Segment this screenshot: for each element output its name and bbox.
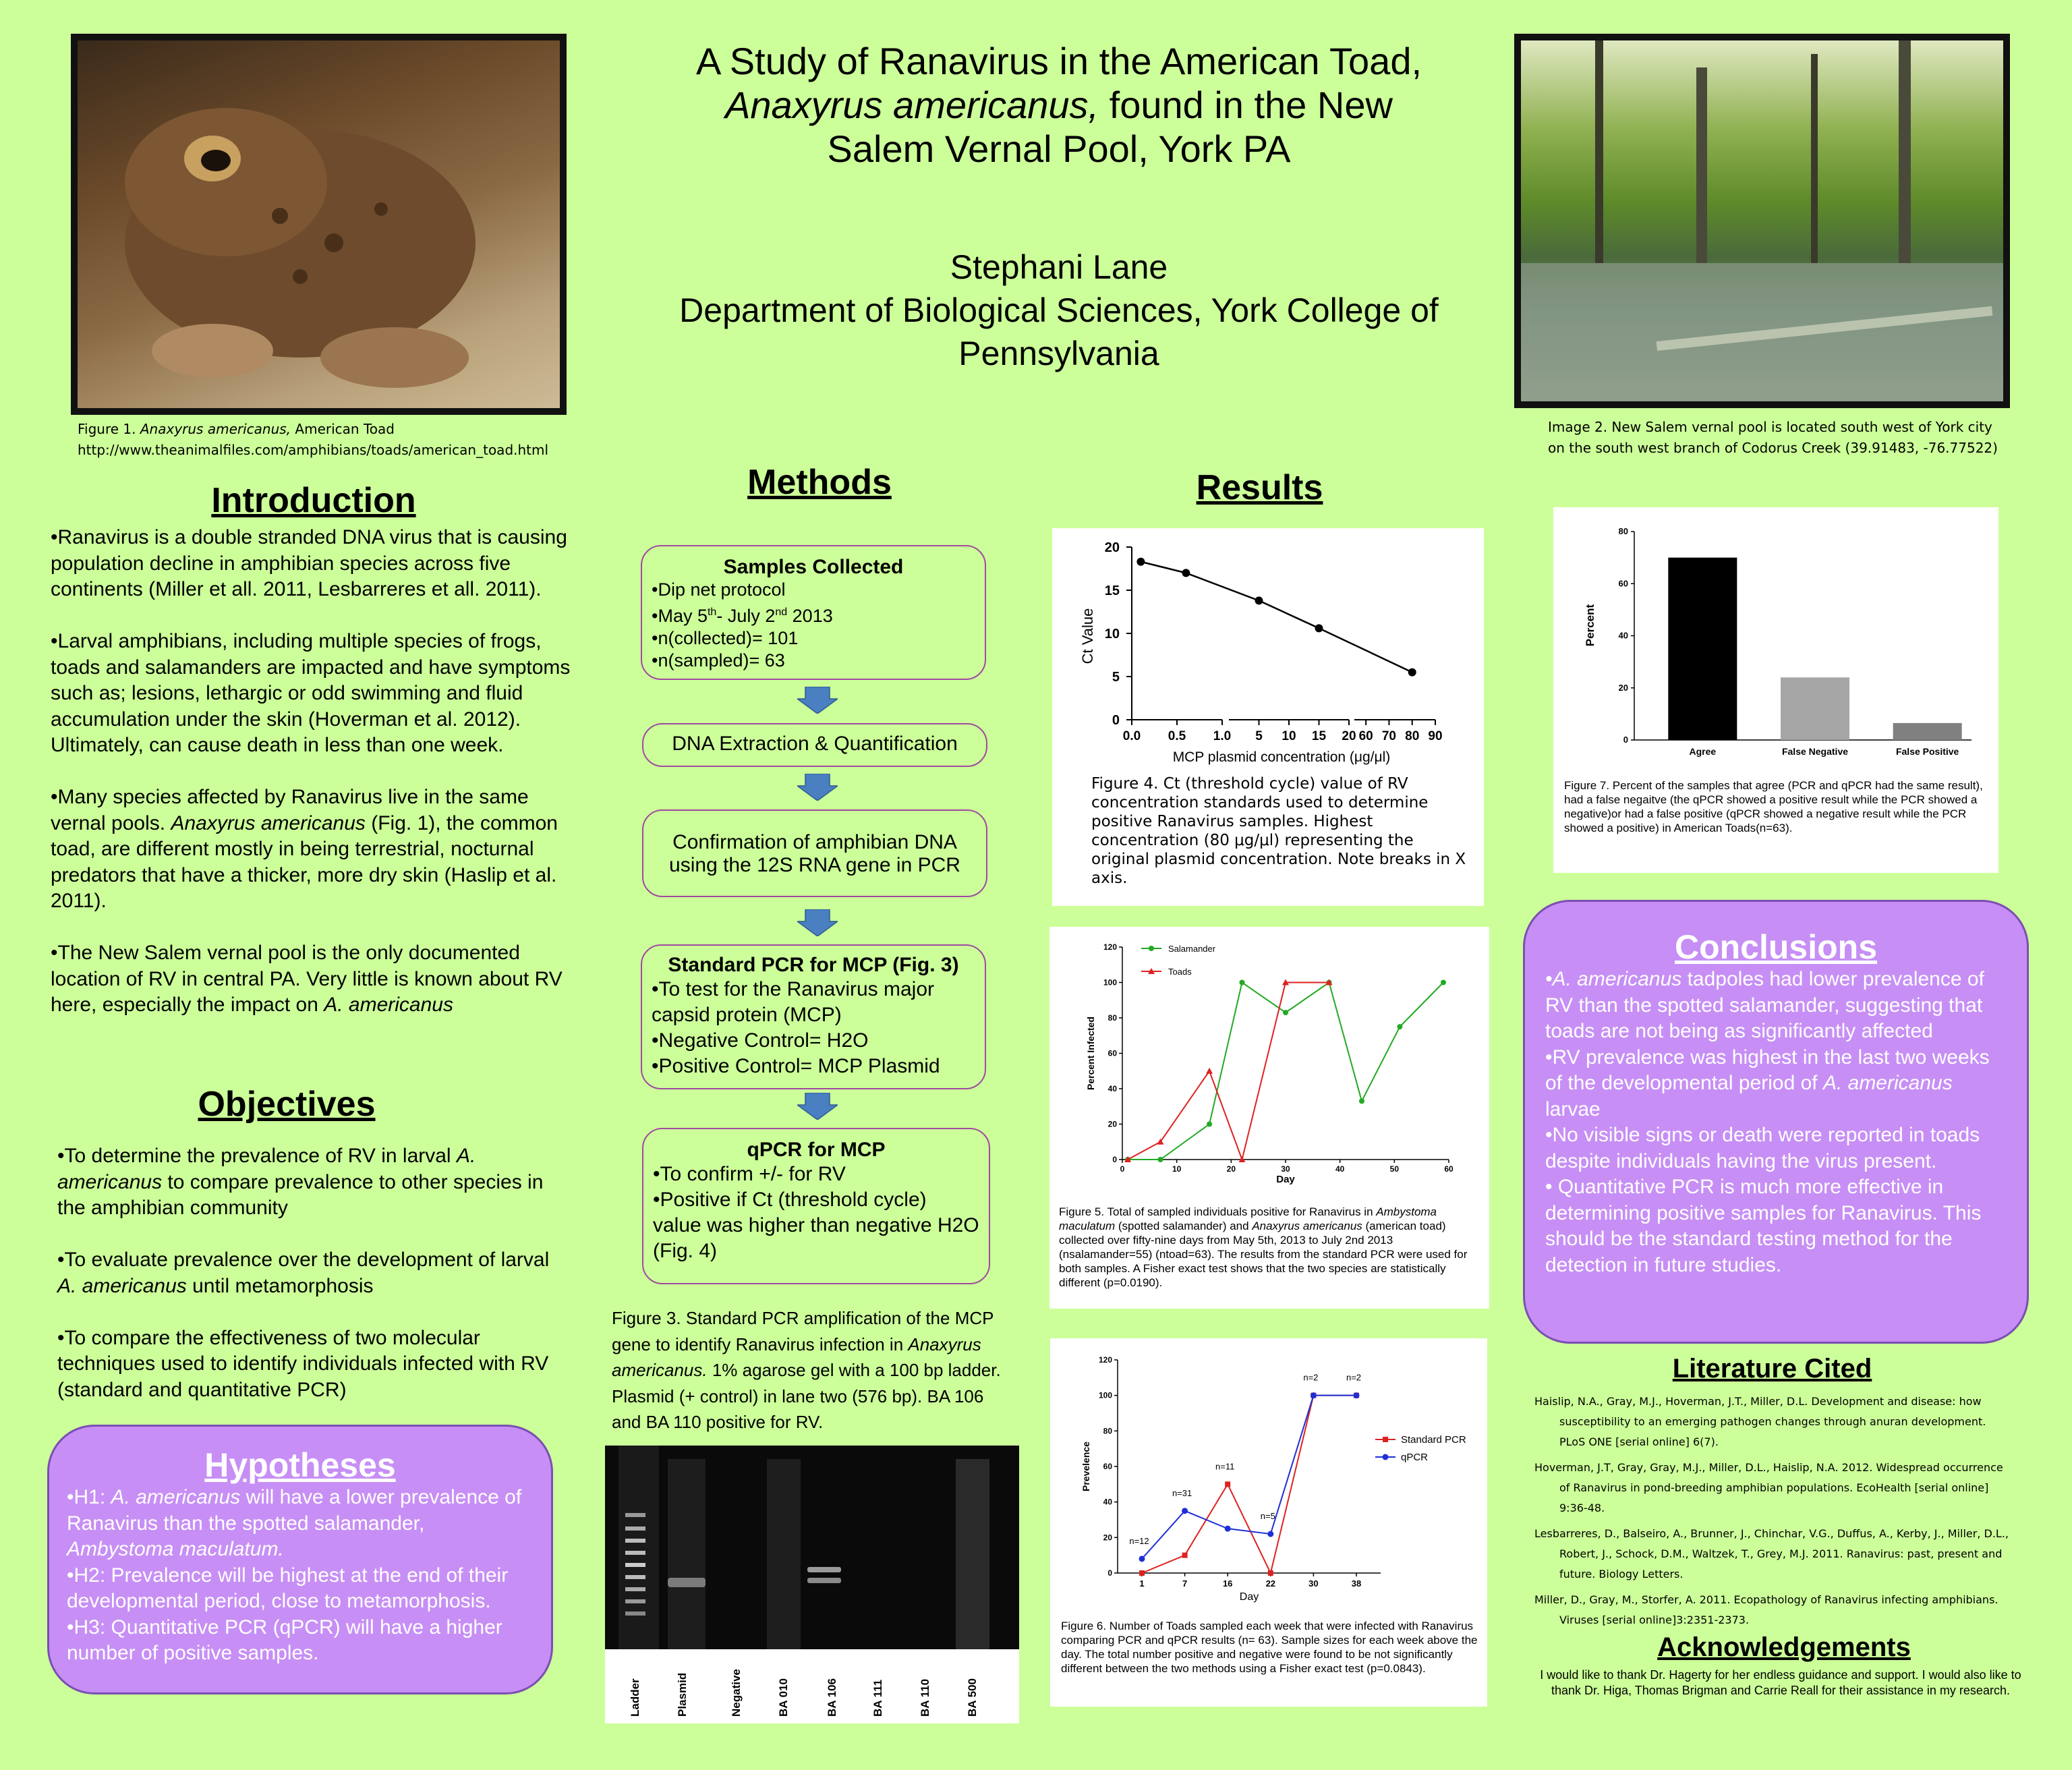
figure6-chart — [1050, 1338, 1487, 1608]
x-axis-label: MCP plasmid concentration (μg/μl) — [1172, 749, 1391, 765]
legend-label: Toads — [1168, 967, 1192, 977]
legend-label: Standard PCR — [1401, 1434, 1466, 1446]
data-point — [1441, 980, 1446, 986]
x-tick-label: False Negative — [1781, 746, 1849, 757]
x-tick-label: False Positive — [1895, 746, 1959, 757]
y-tick-label: 20 — [1103, 1533, 1112, 1543]
y-axis-label: Prevelence — [1081, 1441, 1091, 1491]
x-tick-label: 1 — [1139, 1578, 1145, 1589]
conclusions-heading: Conclusions — [1674, 928, 1878, 966]
x-tick-label: 1.0 — [1213, 729, 1232, 743]
x-tick-label: 50 — [1389, 1164, 1400, 1174]
methods-heading: Methods — [747, 463, 892, 502]
bar — [1668, 558, 1737, 740]
hypotheses-heading: Hypotheses — [204, 1446, 396, 1484]
fit-line — [1186, 573, 1259, 600]
x-axis-label: Day — [1239, 1591, 1259, 1603]
conclusions-text: •A. americanus tadpoles had lower prevalence of RV than the spotted salamander, suggesting that toads are not being as significantly affected •RV prevalence was highest in the last two weeks of the developmental period of A. americanus larvae •No visible signs or death were reported in toads despite individuals having the virus present. • Quantitative PCR is much more effective in determining positive samples for Ranavirus. This should be the standard testing method for the detection in future studies. — [1545, 968, 1990, 1276]
data-point — [1311, 1392, 1317, 1398]
x-axis-label: Day — [1276, 1174, 1295, 1185]
data-point — [1182, 1553, 1188, 1558]
y-tick-label: 120 — [1098, 1355, 1112, 1365]
series-line — [1128, 983, 1329, 1160]
x-tick-label: 30 — [1281, 1164, 1290, 1174]
figure3-caption: Figure 3. Standard PCR amplification of the MCP gene to identify Ranavirus infection in Anaxyrus americanus. 1% agarose gel with a 100 bp ladder. Plasmid (+ control) in lane two (576 bp). BA 106 and BA 110 positive for RV. — [612, 1308, 1001, 1432]
objectives-text: •To determine the prevalence of RV in larval A. americanus to compare prevalence to other species in the amphibian community •To evaluate prevalence over the development of larval A. americanus until metamorphosis •To compare the effectiveness of two molecular techniques used to identify individuals infected with RV (standard and quantitative PCR) — [57, 1145, 550, 1401]
acknowledgements-heading: Acknowledgements — [1657, 1632, 1911, 1662]
figure5-chart — [1049, 927, 1489, 1197]
dna-extraction-box: DNA Extraction & Quantification — [642, 723, 987, 767]
y-tick-label: 20 — [1107, 1119, 1117, 1129]
bar — [1781, 677, 1849, 740]
y-tick-label: 80 — [1107, 1013, 1117, 1023]
x-tick-label: 16 — [1222, 1578, 1233, 1589]
x-tick-label: 7 — [1182, 1578, 1188, 1589]
data-point — [1255, 596, 1263, 604]
data-point — [1315, 624, 1323, 632]
x-tick-label: 0.0 — [1122, 729, 1141, 743]
conclusions-box — [1523, 900, 2029, 1344]
gel-lane-label: BA 111 — [871, 1679, 884, 1717]
figure7-caption: Figure 7. Percent of the samples that agree (PCR and qPCR had the same result), had a false negaitve (the qPCR showed a positive result while the PCR showed a negative)or had a false positive (qPCR showed a negative result while the PCR showed a positive) in American Toads(n=63). — [1564, 779, 1983, 834]
pool-illustration — [1521, 40, 2003, 401]
sample-size-annotation: n=11 — [1215, 1461, 1235, 1472]
x-tick-label: 10 — [1282, 729, 1296, 743]
x-tick-label: 5 — [1255, 729, 1263, 743]
sample-size-annotation: n=2 — [1303, 1372, 1319, 1383]
data-point — [1268, 1570, 1273, 1576]
y-tick-label: 100 — [1098, 1390, 1112, 1400]
data-point — [1359, 1098, 1364, 1104]
y-tick-label: 10 — [1104, 627, 1120, 641]
flow-arrow-icon — [797, 909, 838, 936]
data-point — [1157, 1157, 1163, 1162]
data-point — [1225, 1481, 1230, 1487]
flow-arrow-icon — [797, 687, 838, 714]
y-tick-label: 60 — [1103, 1462, 1112, 1471]
literature-list — [1534, 1392, 2013, 1636]
x-tick-label: 70 — [1381, 729, 1396, 743]
y-tick-label: 40 — [1107, 1084, 1117, 1093]
y-tick-label: 15 — [1104, 583, 1120, 598]
data-point — [1239, 980, 1244, 986]
figure6-panel — [1050, 1338, 1487, 1707]
reference-item: Lesbarreres, D., Balseiro, A., Brunner, J., Chinchar, V.G., Duffus, A., Kerby, J., Miller, D.L., Robert, J., Schock, D.M., Waltzek, T., Grey, M.J. 2011. Ranavirus: past, present and future. Biology Letters. — [1534, 1527, 2009, 1580]
data-point — [1139, 1555, 1145, 1562]
figure4-panel — [1052, 528, 1484, 906]
gel-lane-label: Ladder — [629, 1678, 641, 1717]
gel-lane-label: BA 110 — [919, 1678, 931, 1717]
y-tick-label: 20 — [1618, 682, 1628, 693]
figure5-caption: Figure 5. Total of sampled individuals positive for Ranavirus in Ambystoma maculatum (spotted salamander) and Anaxyrus americanus (american toad) collected over fifty-nine days from May 5th, 2013 to July 2nd 2013 (nsalamander=55) (ntoad=63). The results from the standard PCR were used for both samples. A Fisher exact test shows that the two species are statistically different (p=0.0190). — [1059, 1205, 1468, 1289]
x-tick-label: 60 — [1444, 1164, 1454, 1174]
legend-label: qPCR — [1401, 1452, 1429, 1463]
acknowledgements-text: I would like to thank Dr. Hagerty for her endless guidance and support. I would also like to thank Dr. Higa, Thomas Brigman and Carrie Reall for their assistance in my research. — [1540, 1668, 2021, 1697]
fit-line — [1259, 600, 1319, 628]
x-tick-label: 15 — [1311, 729, 1327, 743]
y-axis-label: Ct Value — [1079, 608, 1096, 664]
legend-marker — [1149, 946, 1154, 951]
standard-pcr-box: Standard PCR for MCP (Fig. 3) •To test for the Ranavirus major capsid protein (MCP) •Negative Control= H2O •Positive Control= MCP Plasmid — [641, 944, 986, 1089]
flow-arrow-icon — [797, 774, 838, 801]
series-line — [1142, 1396, 1356, 1573]
x-tick-label: 20 — [1226, 1164, 1236, 1174]
hypotheses-box — [47, 1425, 553, 1694]
legend-marker — [1383, 1454, 1389, 1460]
y-tick-label: 0 — [1107, 1568, 1112, 1578]
data-point — [1207, 1122, 1212, 1127]
data-point — [1136, 558, 1145, 566]
data-point — [1397, 1024, 1402, 1029]
y-tick-label: 0 — [1112, 713, 1120, 728]
literature-heading: Literature Cited — [1672, 1354, 1872, 1383]
figure4-chart — [1052, 528, 1484, 778]
fit-line — [1319, 628, 1412, 672]
figure1-caption: Figure 1. Anaxyrus americanus, American Toad http://www.theanimalfiles.com/amphibians/toads/american_toad.html — [78, 421, 549, 458]
introduction-heading: Introduction — [211, 481, 416, 520]
reference-item: Hoverman, J.T, Gray, Gray, M.J., Miller, D.L., Haislip, N.A. 2012. Widespread occurrence of Ranavirus in pond-breeding amphibian populations. EcoHealth [serial online] 9:36-48. — [1534, 1461, 2003, 1514]
y-axis-label: Percent — [1584, 604, 1596, 647]
x-tick-label: 60 — [1358, 729, 1373, 743]
y-tick-label: 80 — [1618, 526, 1628, 536]
y-tick-label: 100 — [1103, 977, 1117, 988]
figure5-panel — [1049, 927, 1489, 1309]
qpcr-box: qPCR for MCP •To confirm +/- for RV •Positive if Ct (threshold cycle) value was higher than negative H2O (Fig. 4) — [642, 1128, 990, 1284]
figure6-caption: Figure 6. Number of Toads sampled each week that were infected with Ranavirus comparing PCR and qPCR results (n= 63). Sample sizes for each week above the day. The total number positive and negative were found to be not significantly different between the two methods using a Fisher exact test (p=0.0843). — [1061, 1620, 1478, 1675]
vernal-pool-photo — [1514, 34, 2010, 408]
figure7-chart — [1553, 507, 1998, 777]
data-point — [1139, 1570, 1145, 1576]
department: Department of Biological Sciences, York College of — [679, 291, 1439, 329]
y-tick-label: 0 — [1112, 1155, 1117, 1164]
x-tick-label: 20 — [1342, 729, 1356, 743]
y-tick-label: 120 — [1103, 942, 1117, 952]
x-tick-label: 0.5 — [1168, 729, 1186, 743]
x-tick-label: 10 — [1172, 1164, 1182, 1174]
confirmation-box: Confirmation of amphibian DNA using the 12S RNA gene in PCR — [642, 809, 987, 897]
y-tick-label: 40 — [1103, 1497, 1112, 1507]
objectives-heading: Objectives — [198, 1085, 376, 1124]
poster-title: A Study of Ranavirus in the American Toad, Anaxyrus americanus, found in the New Salem Vernal Pool, York PA — [695, 40, 1422, 170]
x-tick-label: 0 — [1120, 1164, 1125, 1174]
samples-collected-box: Samples Collected •Dip net protocol •May 5th- July 2nd 2013 •n(collected)= 101 •n(sampled)= 63 — [641, 545, 986, 680]
sample-size-annotation: n=5 — [1260, 1511, 1275, 1522]
y-tick-label: 0 — [1623, 735, 1628, 745]
flow-arrow-icon — [797, 1093, 838, 1120]
image2-caption: Image 2. New Salem vernal pool is located south west of York city on the south west branch of Codorus Creek (39.91483, -76.77522) — [1548, 419, 1998, 456]
x-tick-label: 22 — [1265, 1578, 1276, 1589]
legend-label: Salamander — [1168, 944, 1216, 954]
gel-lane-label: Negative — [730, 1669, 743, 1717]
toad-illustration — [78, 40, 560, 408]
x-tick-label: 80 — [1405, 729, 1420, 743]
gel-lane-labels — [605, 1649, 1019, 1723]
data-point — [1182, 569, 1190, 577]
x-tick-label: 30 — [1308, 1578, 1319, 1589]
gel-lane-label: BA 106 — [826, 1678, 838, 1717]
x-tick-label: 90 — [1428, 729, 1443, 743]
data-point — [1206, 1068, 1213, 1074]
series-line — [1128, 983, 1443, 1160]
sample-size-annotation: n=31 — [1172, 1487, 1192, 1498]
gel-lane-label: Plasmid — [676, 1672, 689, 1717]
author-block: Stephani Lane Department of Biological Sciences, York College of Pennsylvania — [594, 246, 1524, 375]
data-point — [1283, 1010, 1288, 1015]
data-point — [1408, 668, 1416, 677]
x-tick-label: 38 — [1351, 1578, 1362, 1589]
y-tick-label: 80 — [1103, 1426, 1112, 1436]
data-point — [1267, 1531, 1273, 1537]
hypotheses-text: •H1: A. americanus will have a lower prevalence of Ranavirus than the spotted salamander, Ambystoma maculatum. •H2: Prevalence will be highest at the end of their developmental period, close to metamorphosis. •H3: Quantitative PCR (qPCR) will have a higher number of positive samples. — [67, 1486, 522, 1664]
legend-marker — [1383, 1437, 1388, 1442]
toad-photo — [71, 34, 567, 415]
data-point — [1354, 1392, 1360, 1398]
y-tick-label: 20 — [1104, 540, 1120, 555]
gel-lane-label: BA 500 — [966, 1678, 979, 1717]
x-tick-label: Agree — [1689, 746, 1717, 757]
figure4-caption: Figure 4. Ct (threshold cycle) value of RV concentration standards used to determine positive Ranavirus samples. Highest concentration (80 μg/μl) representing the original plasmid concentration. Note breaks in X axis. — [1091, 775, 1466, 887]
fit-line — [1141, 562, 1186, 573]
gel-lane-label: BA 010 — [777, 1678, 790, 1717]
author-name: Stephani Lane — [950, 248, 1168, 286]
y-tick-label: 5 — [1112, 670, 1120, 685]
x-tick-label: 40 — [1335, 1164, 1345, 1174]
series-line — [1142, 1396, 1356, 1559]
data-point — [1182, 1508, 1188, 1514]
y-tick-label: 60 — [1107, 1048, 1117, 1058]
sample-size-annotation: n=2 — [1346, 1372, 1362, 1383]
y-tick-label: 40 — [1618, 630, 1628, 641]
reference-item: Miller, D., Gray, M., Storfer, A. 2011. Ecopathology of Ranavirus infecting amphibians. Viruses [serial online]3:2351-2373. — [1534, 1593, 1998, 1626]
y-axis-label: Percent Infected — [1085, 1017, 1096, 1090]
y-tick-label: 60 — [1618, 578, 1628, 589]
introduction-text: •Ranavirus is a double stranded DNA virus that is causing population decline in amphibian species across five continents (Miller et all. 2011, Lesbarreres et all. 2011). •Larval amphibians, including multiple species of frogs, toads and salamanders are impacted and have symptoms such as; lesions, lethargic or odd swimming and fluid accumulation under the skin (Hoverman et al. 2012). Ultimately, can cause death in less than one week. •Many species affected by Ranavirus live in the same vernal pools. Anaxyrus americanus (Fig. 1), the common toad, are different mostly in being terrestrial, nocturnal predators that have a thicker, more dry skin (Haslip et al. 2011). •The New Salem vernal pool is the only documented location of RV in central PA. Very little is known about RV here, especially the impact on A. americanus — [51, 526, 571, 1016]
results-heading: Results — [1196, 468, 1323, 507]
sample-size-annotation: n=12 — [1129, 1535, 1149, 1546]
data-point — [1225, 1526, 1231, 1532]
figure7-panel — [1553, 507, 1998, 873]
bar — [1893, 723, 1962, 740]
reference-item: Haislip, N.A., Gray, M.J., Hoverman, J.T., Miller, D.L. Development and disease: how susceptibility to an emerging pathogen changes through anuran development. PLoS ONE [serial online] 6(7). — [1534, 1395, 1986, 1448]
